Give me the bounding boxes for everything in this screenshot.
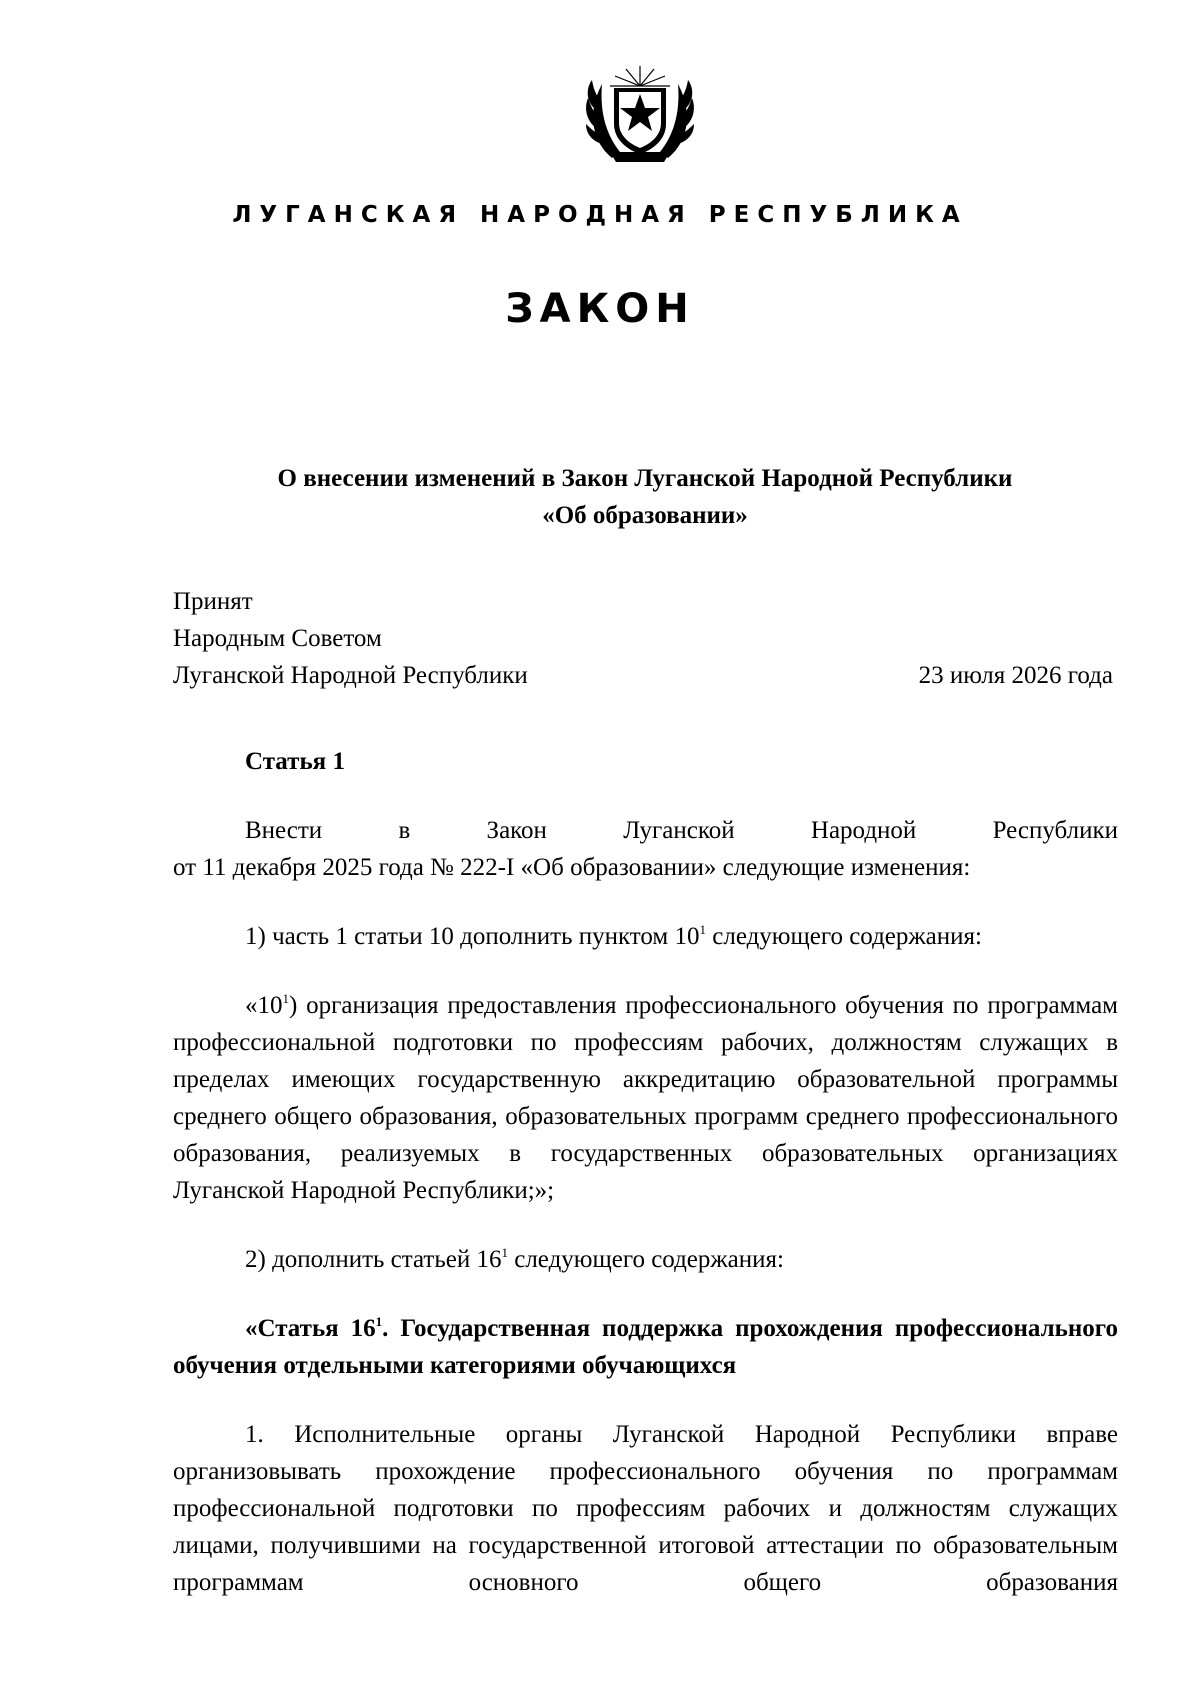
article-1-heading: Статья 1 <box>245 748 345 775</box>
amendment-quote-1: «$10^1$) организация предоставления профессионального обучения по программам профессиональной подготовки по профессиям рабочих, должностям служащих в пределах имеющих государственную аккредитацию образовательной программы среднего общего образования, образовательных программ среднего профессионального образования, реализуемых в государственных образовательных организациях Луганской Народной Республики;»; <box>173 991 1118 1204</box>
adopted-label: Принят <box>173 588 253 615</box>
adoption-date: 23 июля 2026 года <box>918 662 1113 689</box>
adopted-by: Народным Советом <box>173 625 382 652</box>
article-1-intro-line-1: Внести в Закон Луганской Народной Республики <box>245 817 1118 844</box>
law-title <box>0 460 1200 534</box>
document-type: ЗАКОН <box>505 286 695 332</box>
adopted-by-republic: Луганской Народной Республики <box>173 662 528 689</box>
article-16-1-heading: «Статья $16^1$. Государственная поддержка прохождения профессионального обучения отдельными категориями обучающихся <box>173 1314 1118 1379</box>
article-16-1-part-1: 1. Исполнительные органы Луганской Народной Республики вправе организовывать прохождение профессионального обучения по программам профессиональной подготовки по профессиям рабочих и должностям служащих лицами, получившими на государственной итоговой аттестации по образовательным программам основного общего образования <box>173 1421 1118 1596</box>
document-body <box>173 743 1118 1621</box>
article-1-intro-line-2: от 11 декабря 2025 года № 222-I «Об образовании» следующие изменения: <box>173 854 971 881</box>
country-name: ЛУГАНСКАЯ НАРОДНАЯ РЕСПУБЛИКА <box>232 202 968 228</box>
law-title-line-1: О внесении изменений в Закон Луганской Народной Республики <box>277 465 1013 492</box>
lpr-coat-of-arms-icon <box>582 58 698 170</box>
article-1-intro <box>173 812 1118 886</box>
adoption-block <box>173 583 1113 694</box>
amendment-item-2: 2) дополнить статьей $16^1$ следующего содержания: <box>245 1245 784 1273</box>
law-title-line-2: «Об образовании» <box>542 502 748 529</box>
amendment-item-1: 1) часть 1 статьи 10 дополнить пунктом $10^1$ следующего содержания: <box>245 922 982 950</box>
